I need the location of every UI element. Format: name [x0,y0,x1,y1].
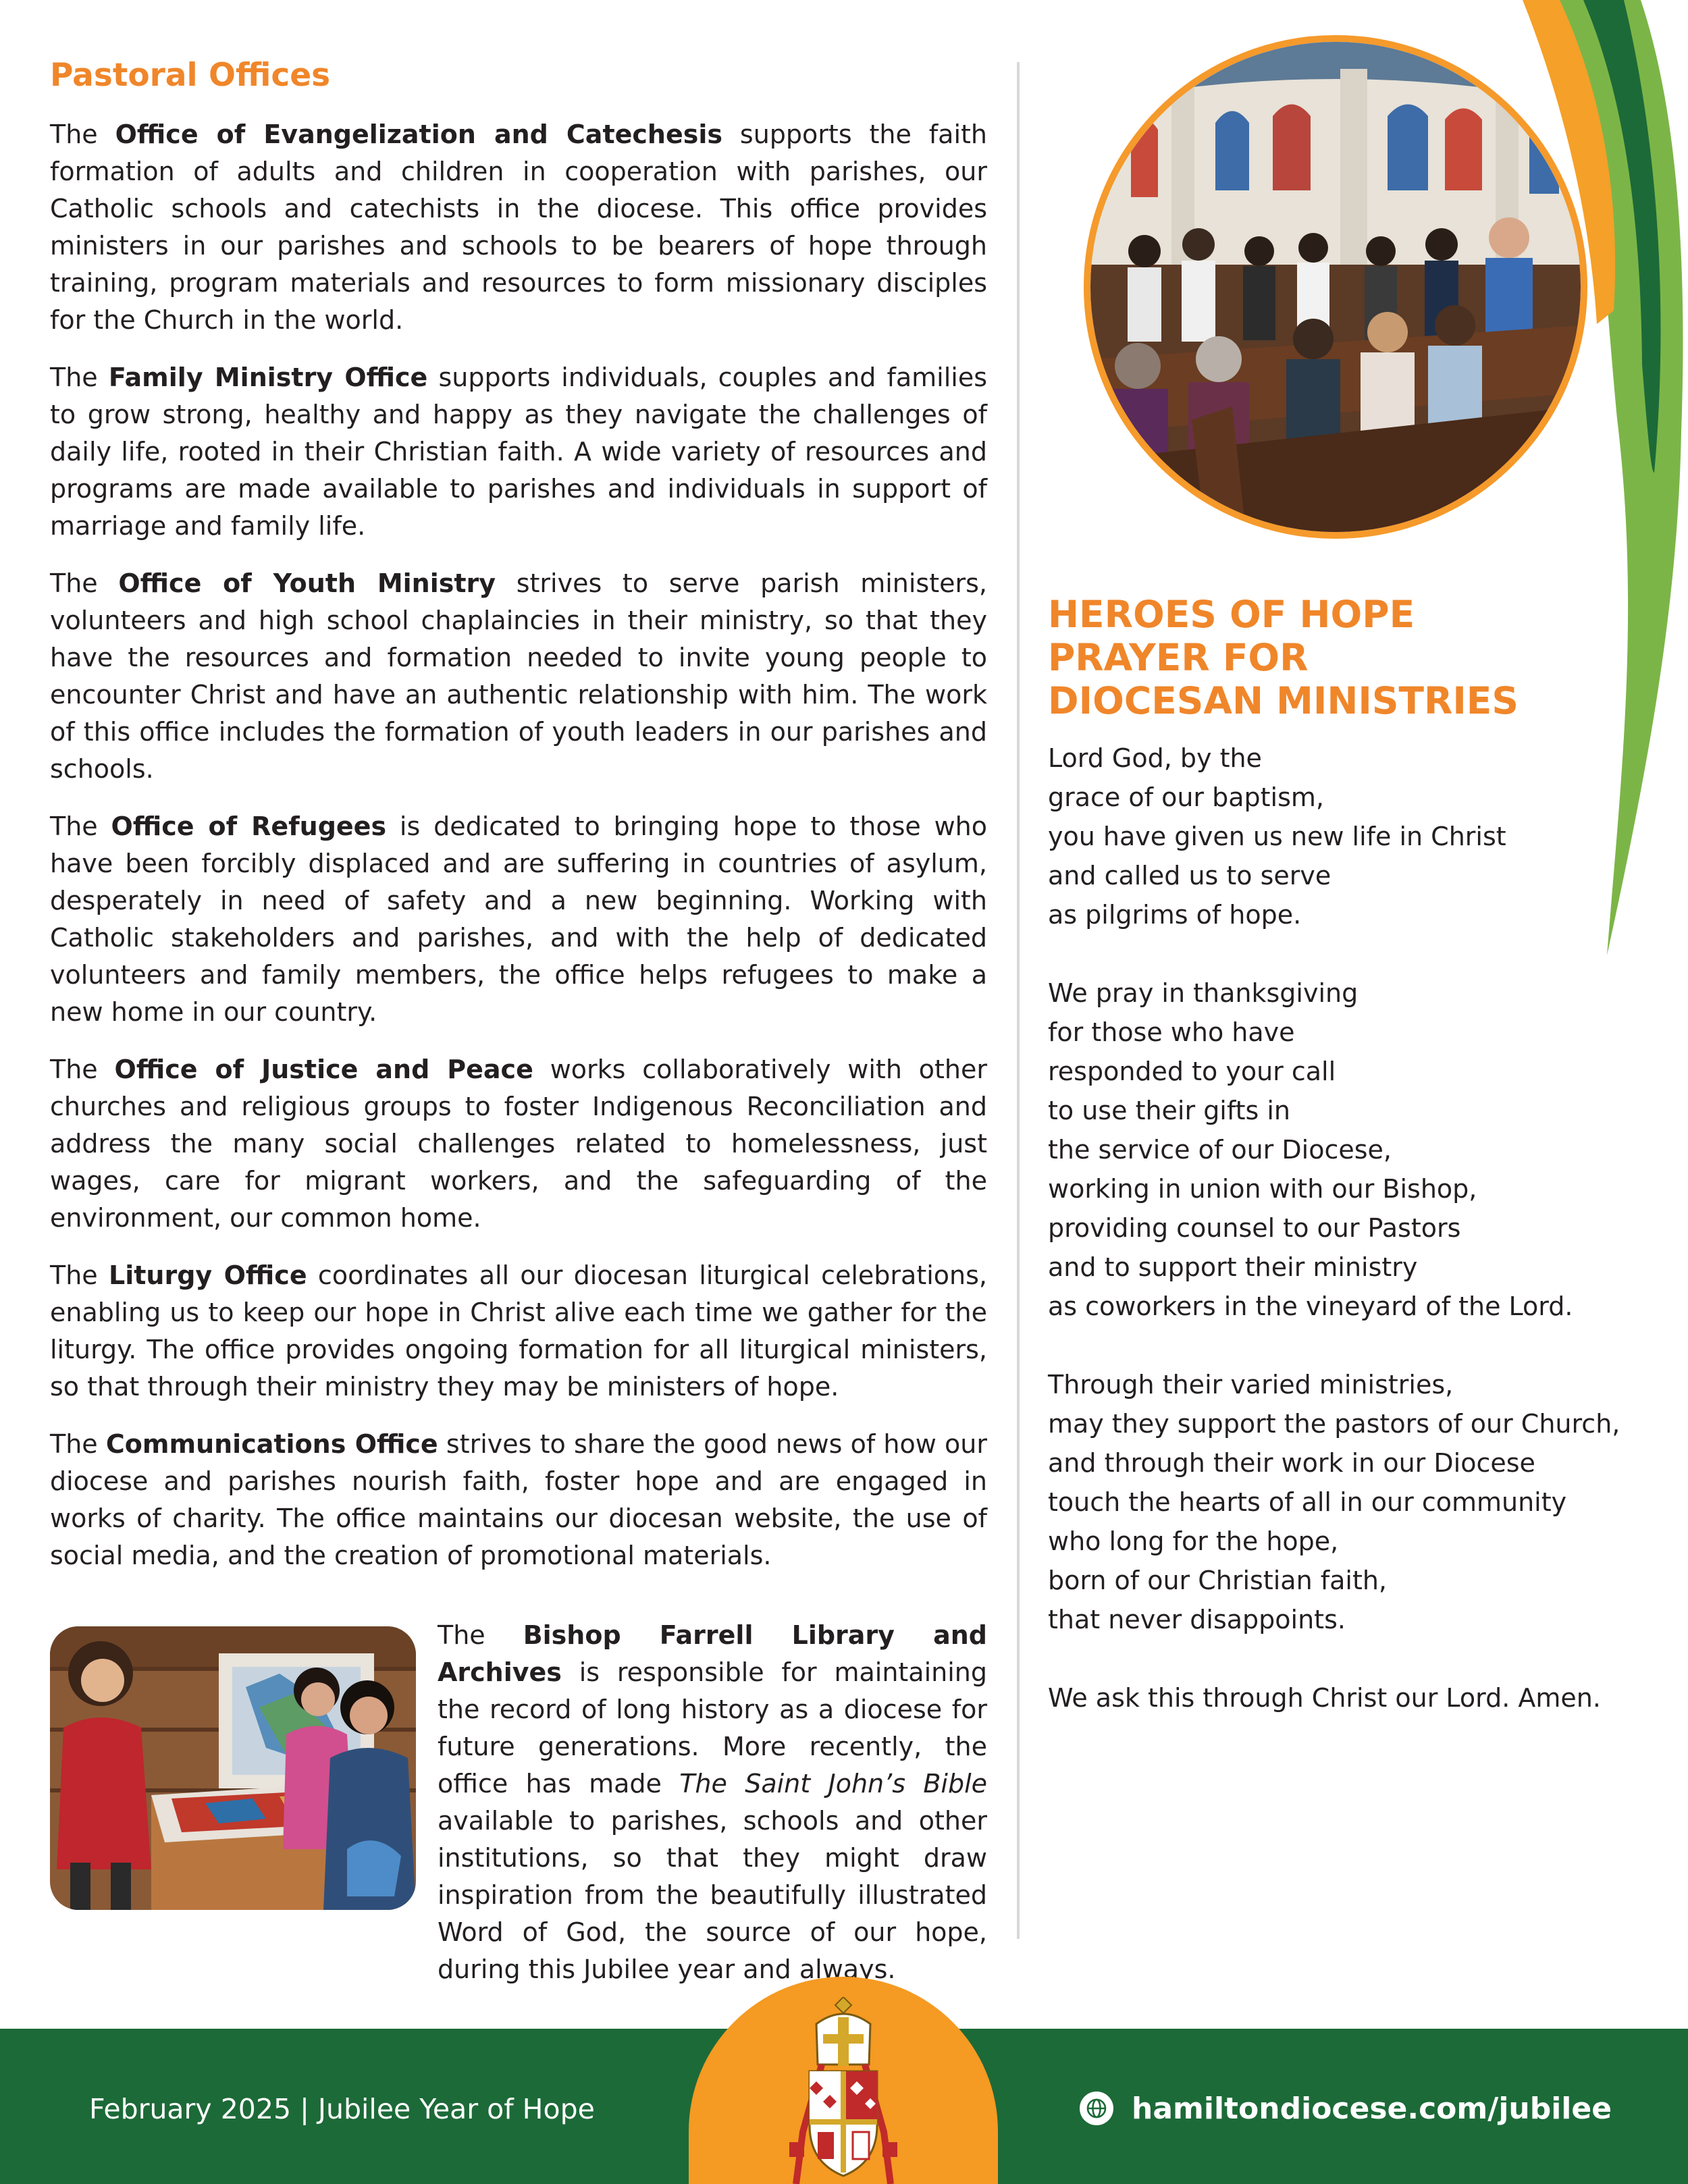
prayer-section [1048,593,1656,1757]
prayer-closing: We ask this through Christ our Lord. Amen. [1048,1683,1601,1713]
office-name: Liturgy Office [109,1260,307,1290]
office-name: Communications Office [105,1429,438,1459]
library-paragraph: The Bishop Farrell Library and Archives is responsible for maintaining the record of long history as a diocese for future generations. More recently, the office has made The Saint John’s Bible available to parishes, schools and other institutions, so that they might draw inspiration from the beautifully illustrated Word of God, the source of our hope, during this Jubilee year and always. [438,1620,987,1984]
section-title: Pastoral Offices [50,57,331,94]
communications-paragraph: The Communications Office strives to share the good news of how our diocese and parishes nourish faith, foster hope and are engaged in works of charity. The office maintains our diocesan website, the use of social media, and the creation of promotional materials. [50,1429,987,1570]
library-photo [50,1626,416,1910]
office-name: Office of Evangelization and Catechesis [115,119,722,149]
justice-peace-paragraph: The Office of Justice and Peace works collaboratively with other churches and religious groups to foster Indigenous Reconciliation and address the many social challenges related to homelessness, just wages, care for migrant workers, and the safeguarding of the environment, our common home. [50,1055,987,1233]
prayer-stanza-2: We pray in thanksgiving for those who have responded to your call to use their gifts in the service of our Diocese, working in union with our Bishop, providing counsel to our Pastors and to support their ministry as coworkers in the vineyard of the Lord. [1048,978,1573,1321]
evangelization-paragraph: The Office of Evangelization and Catechesis supports the faith formation of adults and children in cooperation with parishes, our Catholic schools and catechists in the diocese. This office provides ministers in our parishes and schools to be bearers of hope through training, program materials and resources to form missionary disciples for the Church in the world. [50,119,987,335]
prayer-stanza-3: Through their varied ministries, may they support the pastors of our Church, and through their work in our Diocese touch the hearts of all in our community who long for the hope, born of our Christian faith, that never disappoints. [1048,1370,1620,1634]
refugees-paragraph: The Office of Refugees is dedicated to bringing hope to those who have been forcibly displaced and are suffering in countries of asylum, desperately in need of safety and a new beginning. Working with Catholic stakeholders and parishes, and with the help of dedicated volunteers and family members, the office helps refugees to make a new home in our country. [50,811,987,1027]
office-name: Office of Youth Ministry [118,568,496,598]
library-section [50,1617,987,1995]
church-congregation-photo [1084,35,1587,539]
prayer-title: HEROES OF HOPE PRAYER FOR DIOCESAN MINISTRIES [1048,593,1519,722]
family-ministry-paragraph: The Family Ministry Office supports individuals, couples and families to grow strong, healthy and happy as they navigate the challenges of daily life, rooted in their Christian faith. A wide variety of resources and programs are made available to parishes and individuals in support of marriage and family life. [50,363,987,541]
globe-icon [1079,2091,1114,2126]
website-link[interactable] [1079,2087,1612,2129]
diocese-crest-icon [783,1997,904,2184]
prayer-stanza-1: Lord God, by the grace of our baptism, you have given us new life in Christ and called us to serve as pilgrims of hope. [1048,743,1506,930]
office-name: Bishop Farrell Library and Archives [438,1620,987,1687]
bible-title: The Saint John’s Bible [679,1769,987,1799]
office-name: Office of Justice and Peace [114,1055,533,1084]
website-url: hamiltondiocese.com/jubilee [1132,2091,1612,2126]
liturgy-paragraph: The Liturgy Office coordinates all our diocesan liturgical celebrations, enabling us to keep our hope in Christ alive each time we gather for the liturgy. The office provides ongoing formation for all liturgical ministers, so that through their ministry they may be ministers of hope. [50,1260,987,1402]
column-divider [1017,62,1020,1939]
office-name: Office of Refugees [111,811,387,841]
office-name: Family Ministry Office [108,363,428,392]
youth-ministry-paragraph: The Office of Youth Ministry strives to serve parish ministers, volunteers and high school chaplaincies in their ministry, so that they have the resources and formation needed to invite young people to encounter Christ and have an authentic relationship with him. The work of this office includes the formation of youth leaders in our parishes and schools. [50,568,987,784]
footer-date: February 2025 | Jubilee Year of Hope [89,2093,595,2125]
pastoral-offices-column [50,55,987,1595]
